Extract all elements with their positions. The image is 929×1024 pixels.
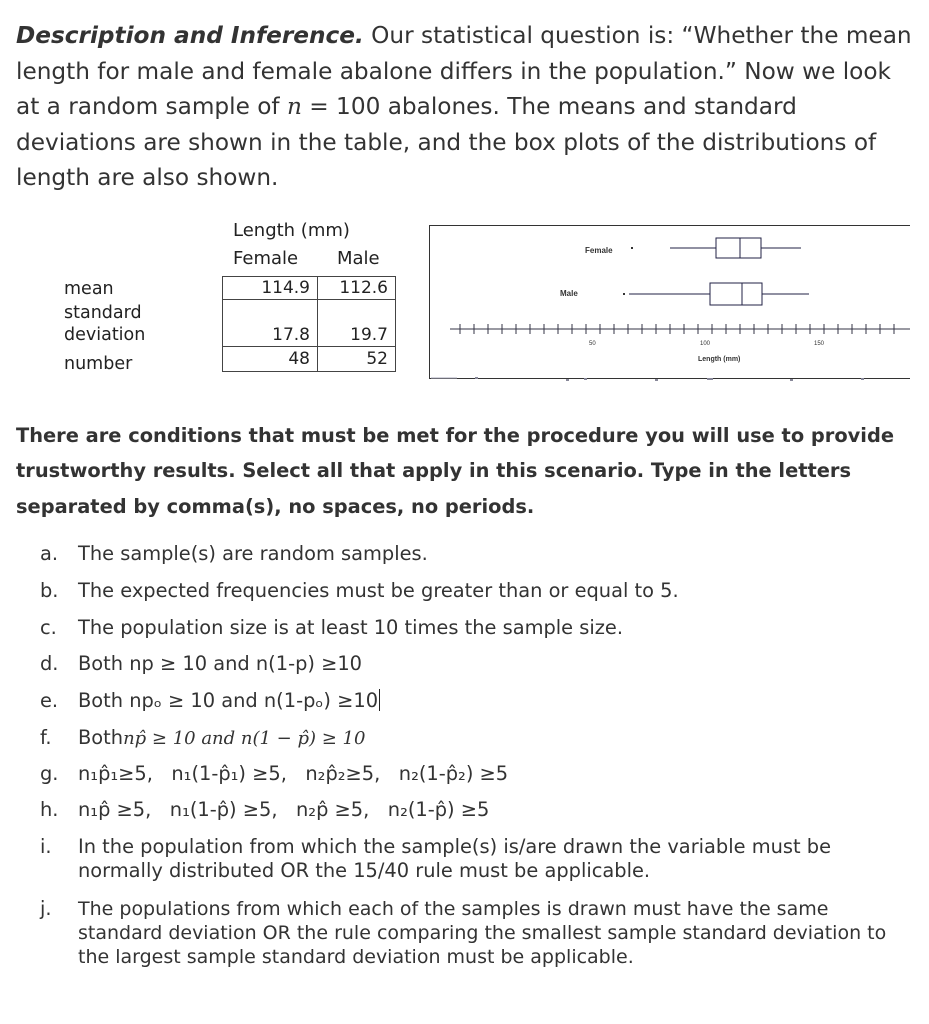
instruction-text: There are conditions that must be met for the procedure you will use to provide trustworthy results. Select all that apply in this scenario. Type in the letters separated by comma(s), no spaces, no periods. [16, 424, 894, 518]
tick-label-150: 150 [814, 341, 825, 347]
intro-bold-title: Description and Inference. [16, 22, 364, 49]
option-d-letter: d. [40, 652, 59, 675]
mean-male-cell: 112.6 [318, 277, 396, 300]
female-outlier [631, 247, 633, 249]
option-h-letter: h. [40, 798, 59, 821]
axis-title: Length (mm) [698, 356, 741, 363]
option-g-text: n₁p̂₁≥5, n₁(1-p̂₁) ≥5, n₂p̂₂≥5, n₂(1-p̂₂) ≥5 [78, 762, 509, 785]
length-header: Length (mm) [233, 220, 350, 241]
female-box [716, 238, 761, 258]
option-f-math: np̂ ≥ 10 and n(1 − p̂) ≥ 10 [123, 728, 366, 749]
sd-male-cell: 19.7 [318, 300, 396, 347]
text-cursor [379, 689, 380, 711]
row-label-number: number [64, 354, 133, 374]
option-b [40, 579, 925, 603]
option-c-text: The population size is at least 10 times the sample size. [78, 616, 624, 639]
option-a [40, 542, 925, 566]
option-b-letter: b. [40, 579, 59, 602]
option-i-text: In the population from which the sample(s) is/are drawn the variable must be normally distributed OR the 15/40 rule must be applicable. [78, 835, 832, 882]
stats-values-grid [222, 276, 396, 372]
option-d-text: Both np ≥ 10 and n(1-p) ≥10 [78, 652, 363, 675]
option-j-text: The populations from which each of the samples is drawn must have the same standard deviation OR the rule comparing the smallest sample standard deviation to the largest sample standard deviation must be applicable. [78, 898, 887, 968]
option-i [40, 835, 925, 883]
option-g-letter: g. [40, 762, 59, 785]
option-h [40, 798, 925, 822]
option-j-letter: j. [40, 897, 52, 920]
number-male-cell: 52 [318, 347, 396, 372]
number-female-cell: 48 [223, 347, 318, 372]
option-e-letter: e. [40, 689, 59, 712]
row-label-mean: mean [64, 279, 114, 299]
option-f [40, 726, 925, 751]
option-j [40, 897, 925, 969]
option-c-letter: c. [40, 616, 57, 639]
sd-female-cell: 17.8 [223, 300, 318, 347]
option-h-text: n₁p̂ ≥5, n₁(1-p̂) ≥5, n₂p̂ ≥5, n₂(1-p̂) ≥5 [78, 798, 490, 821]
intro-n-symbol: n [286, 93, 302, 121]
female-label: Female [585, 246, 613, 255]
intro-text-2: = 100 abalones. The means and standard deviations are shown in the table, and the box plots of the distributions of length are also shown. [16, 93, 877, 192]
intro-text-1: Our statistical question is: “Whether the mean length for male and female abalone differs in the population.” Now we look at a random sample of [16, 22, 912, 121]
option-c [40, 616, 925, 640]
row-label-deviation: deviation [64, 325, 146, 345]
male-label: Male [560, 289, 578, 298]
male-outlier [623, 293, 625, 295]
intro-paragraph [16, 18, 916, 196]
row-label-standard: standard [64, 303, 142, 323]
length-axis [450, 324, 910, 363]
option-f-letter: f. [40, 726, 52, 749]
option-f-prefix: Both [78, 726, 124, 749]
female-column-header: Female [233, 248, 299, 269]
option-e-text: Both npₒ ≥ 10 and n(1-pₒ) ≥10 [78, 689, 379, 712]
male-box [710, 283, 762, 305]
option-i-letter: i. [40, 835, 52, 858]
tick-label-50: 50 [589, 341, 596, 347]
boxplot-svg [430, 226, 910, 378]
option-b-text: The expected frequencies must be greater than or equal to 5. [78, 579, 679, 602]
male-column-header: Male [337, 248, 380, 269]
option-e [40, 689, 925, 713]
boxplot-figure [429, 225, 910, 379]
option-d [40, 652, 925, 676]
option-a-letter: a. [40, 542, 59, 565]
option-a-text: The sample(s) are random samples. [78, 542, 428, 565]
mean-female-cell: 114.9 [223, 277, 318, 300]
option-g [40, 762, 925, 786]
tick-label-100: 100 [700, 341, 711, 347]
scan-artifacts [429, 376, 909, 384]
